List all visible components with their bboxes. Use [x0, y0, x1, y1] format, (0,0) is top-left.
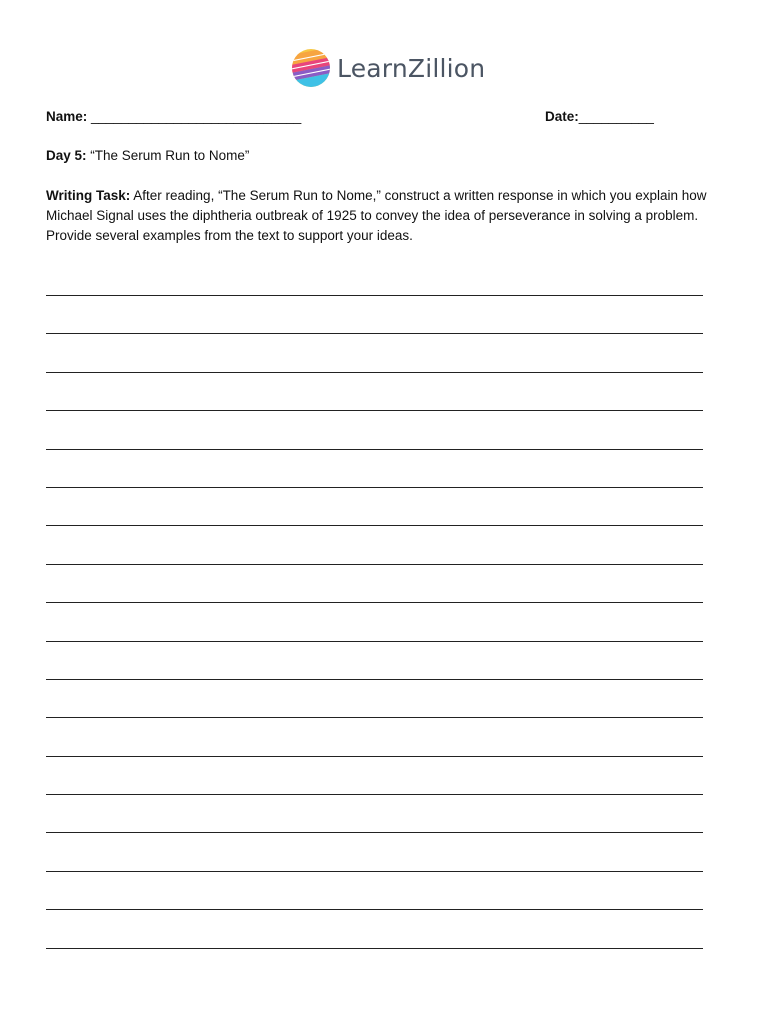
answer-line[interactable]	[46, 513, 703, 551]
answer-line[interactable]	[46, 820, 703, 858]
answer-lines	[46, 283, 703, 974]
answer-line[interactable]	[46, 475, 703, 513]
answer-line[interactable]	[46, 936, 703, 974]
task-label: Writing Task:	[46, 188, 131, 203]
day-title: “The Serum Run to Nome”	[86, 148, 250, 163]
answer-line[interactable]	[46, 590, 703, 628]
date-field	[545, 109, 654, 124]
answer-line[interactable]	[46, 398, 703, 436]
answer-line[interactable]	[46, 782, 703, 820]
answer-line[interactable]	[46, 283, 703, 321]
answer-line[interactable]	[46, 859, 703, 897]
name-blank: ____________________________	[91, 109, 302, 124]
answer-line[interactable]	[46, 321, 703, 359]
answer-line[interactable]	[46, 744, 703, 782]
answer-line[interactable]	[46, 705, 703, 743]
day-heading	[46, 148, 249, 163]
logo-text: LearnZillion	[337, 53, 486, 83]
name-field	[46, 109, 301, 124]
logo	[291, 46, 485, 90]
learnzillion-logo-icon	[291, 48, 331, 88]
answer-line[interactable]	[46, 360, 703, 398]
answer-line[interactable]	[46, 897, 703, 935]
answer-line[interactable]	[46, 552, 703, 590]
date-blank: __________	[578, 109, 654, 124]
answer-line[interactable]	[46, 667, 703, 705]
day-label: Day 5:	[46, 148, 87, 163]
answer-line[interactable]	[46, 437, 703, 475]
answer-line[interactable]	[46, 629, 703, 667]
writing-task	[46, 186, 712, 246]
date-label: Date:	[545, 109, 579, 124]
task-text: After reading, “The Serum Run to Nome,” construct a written response in which you explain how Michael Signal uses the diphtheria outbreak of 1925 to convey the idea of perseverance in solving a problem. Provide several examples from the text to support your ideas.	[46, 188, 707, 243]
name-label: Name:	[46, 109, 88, 124]
